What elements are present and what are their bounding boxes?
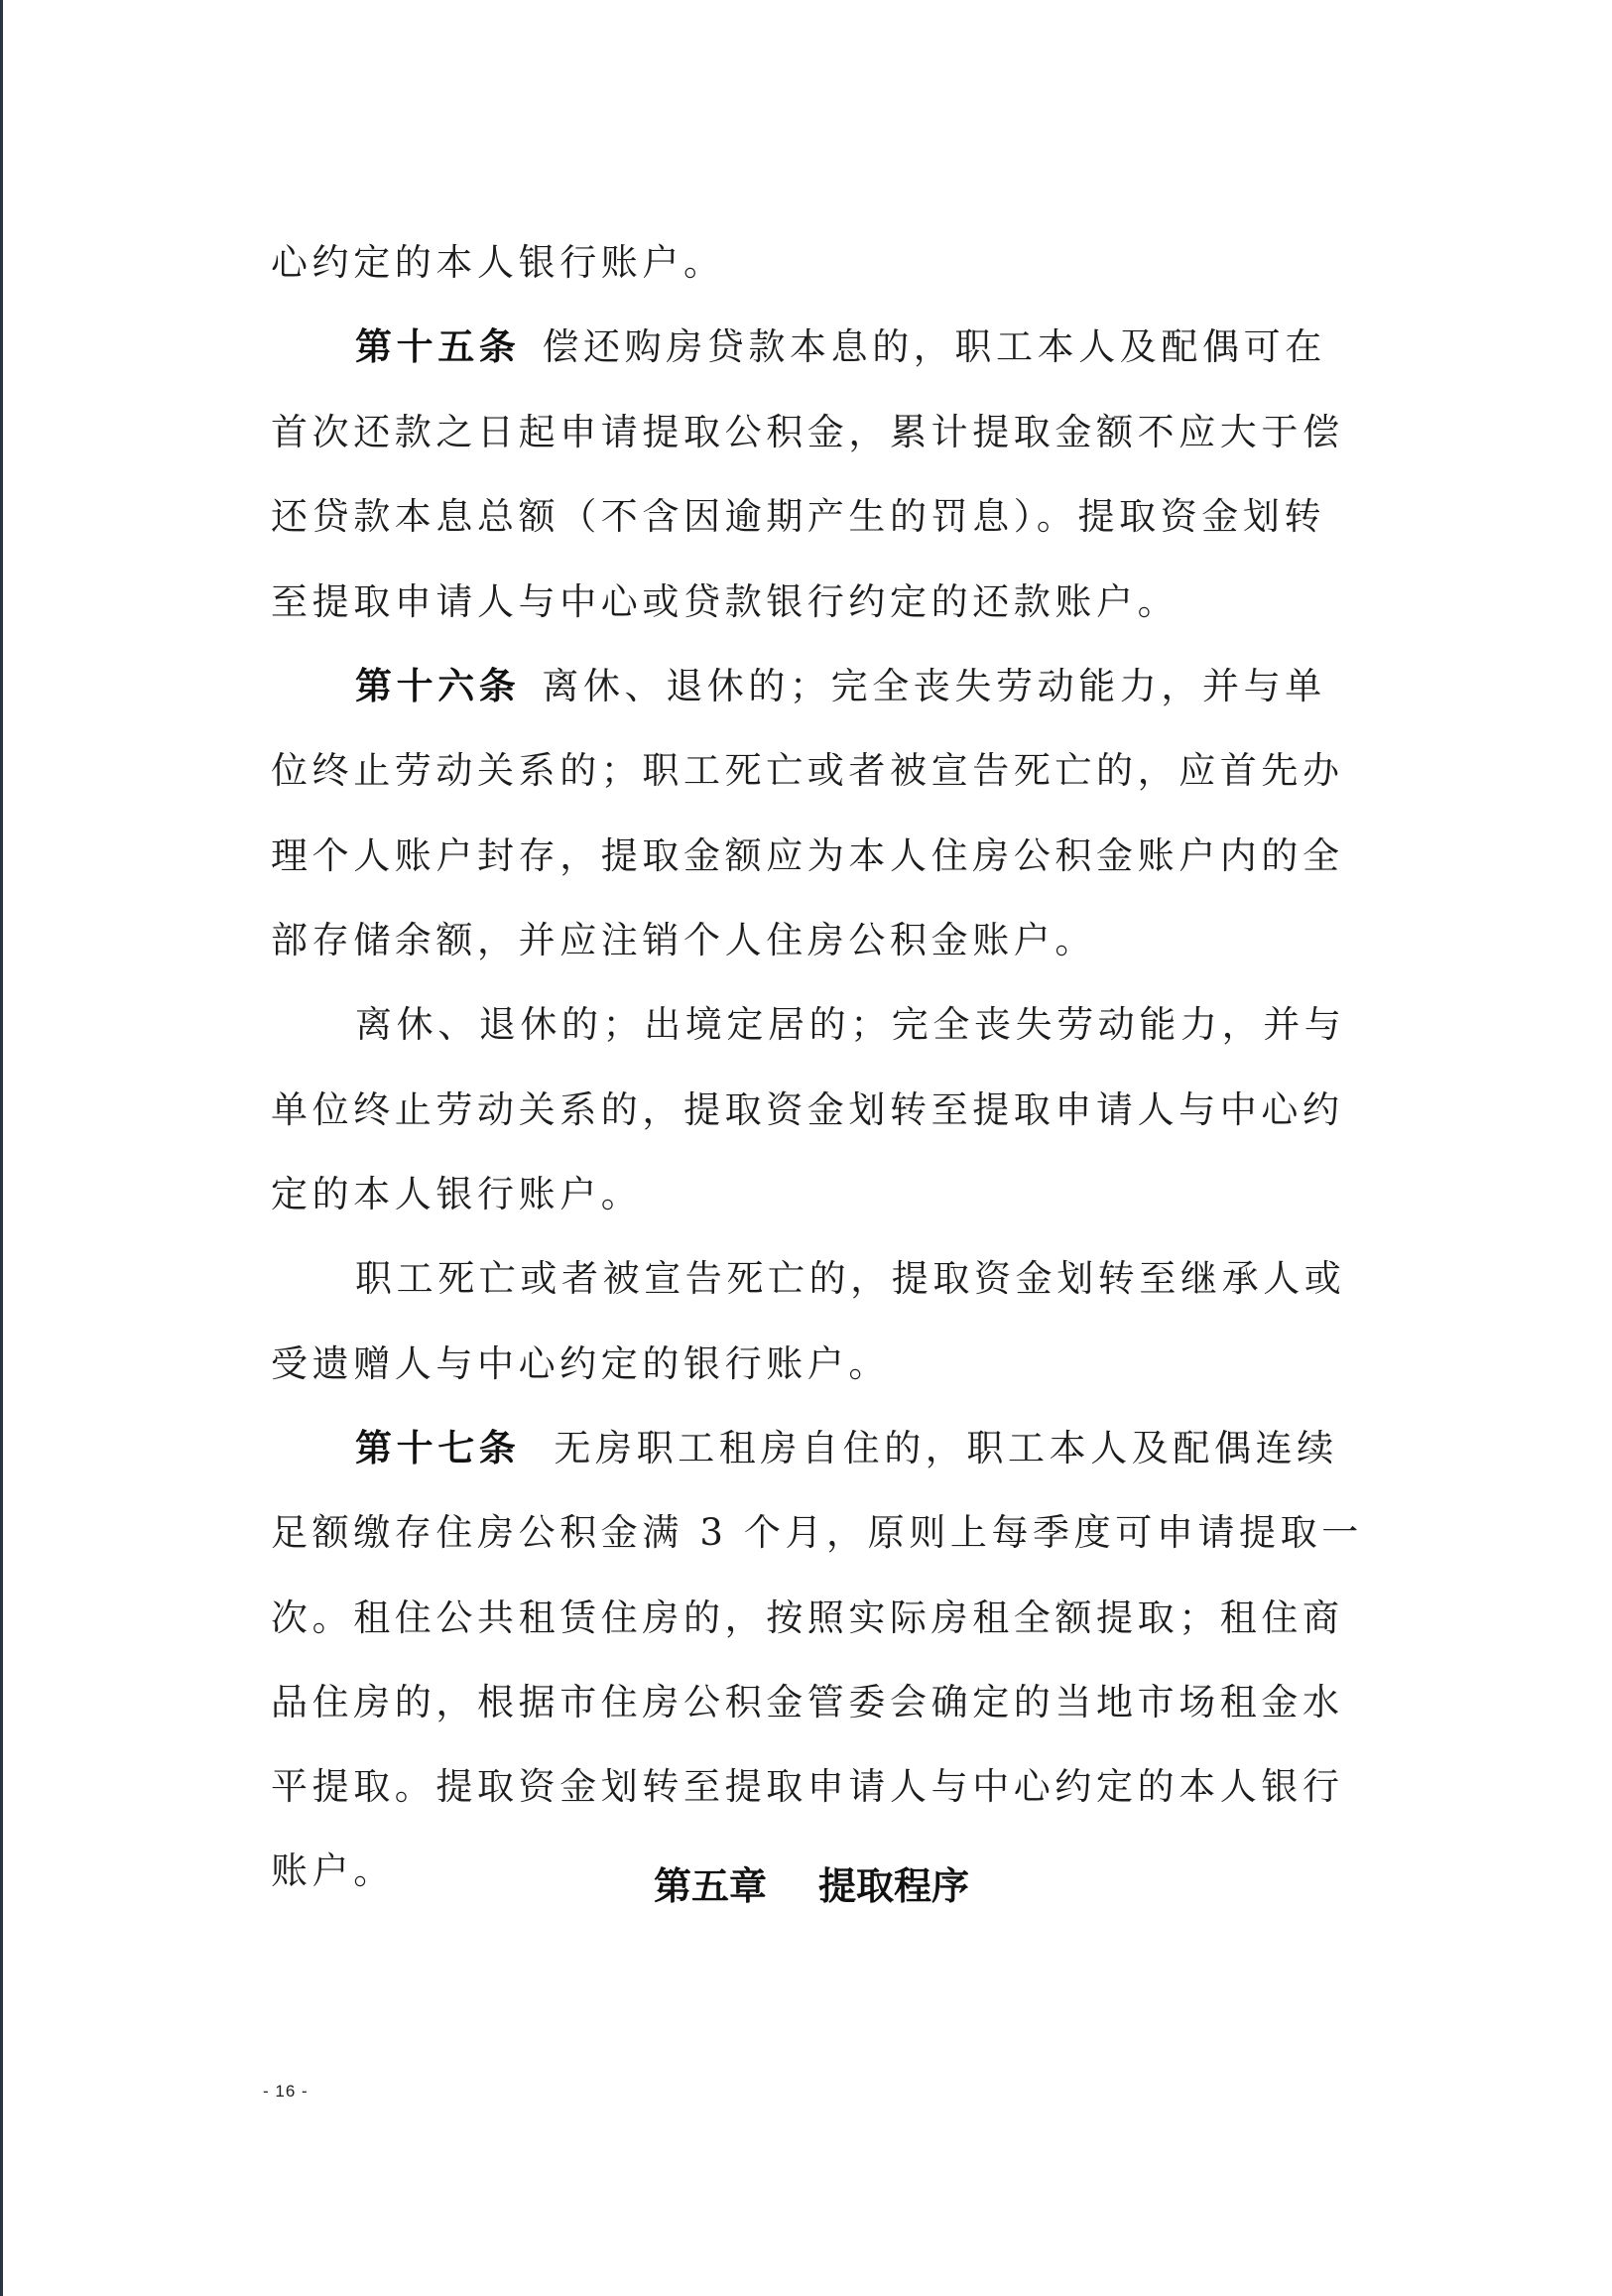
chapter-title: 提取程序	[818, 1864, 970, 1908]
paragraph-line	[355, 1254, 1446, 1304]
text-line	[271, 1085, 1362, 1135]
text-line	[271, 238, 1362, 288]
line-text: 偿还购房贷款本息的，职工本人及配偶可在	[542, 325, 1326, 368]
page-number: - 16 -	[263, 2082, 309, 2101]
line-text: 离休、退休的；完全丧失劳动能力，并与单	[542, 665, 1326, 707]
line-text: 受遗赠人与中心约定的银行账户。	[271, 1342, 890, 1385]
line-text: 职工死亡或者被宣告死亡的，提取资金划转至继承人或	[355, 1257, 1346, 1300]
text-line	[271, 831, 1362, 881]
text-line	[271, 408, 1362, 457]
line-text: 足额缴存住房公积金满 3 个月，原则上每季度可申请提取一	[271, 1511, 1363, 1554]
line-text: 账户。	[271, 1850, 395, 1892]
line-text: 无房职工租房自住的，职工本人及配偶连续	[554, 1427, 1338, 1469]
line-text: 还贷款本息总额（不含因逾期产生的罚息）。提取资金划转	[271, 495, 1326, 538]
text-line	[271, 916, 1362, 965]
line-text: 平提取。提取资金划转至提取申请人与中心约定的本人银行	[271, 1765, 1344, 1808]
article-16-line	[355, 662, 1446, 711]
text-line	[271, 1508, 1362, 1558]
text-line	[271, 1339, 1362, 1389]
line-text: 次。租住公共租赁住房的，按照实际房租全额提取；租住商	[271, 1596, 1344, 1639]
chapter-heading	[598, 1861, 1025, 1911]
text-line	[271, 492, 1362, 542]
text-line	[271, 1170, 1362, 1219]
line-text: 定的本人银行账户。	[271, 1173, 643, 1215]
line-text: 心约定的本人银行账户。	[271, 241, 725, 284]
text-line	[271, 1762, 1362, 1812]
line-text: 单位终止劳动关系的，提取资金划转至提取申请人与中心约	[271, 1088, 1344, 1131]
line-text: 部存储余额，并应注销个人住房公积金账户。	[271, 919, 1096, 961]
text-line	[271, 1594, 1362, 1643]
line-text: 品住房的，根据市住房公积金管委会确定的当地市场租金水	[271, 1681, 1344, 1723]
article-17-line	[355, 1424, 1446, 1473]
line-text: 至提取申请人与中心或贷款银行约定的还款账户。	[271, 580, 1179, 623]
line-text: 离休、退休的；出境定居的；完全丧失劳动能力，并与	[355, 1003, 1346, 1046]
article-number: 第十五条	[355, 325, 521, 368]
text-line	[271, 746, 1362, 796]
chapter-number: 第五章	[653, 1864, 767, 1908]
line-text: 位终止劳动关系的；职工死亡或者被宣告死亡的，应首先办	[271, 749, 1344, 792]
article-number: 第十七条	[355, 1427, 521, 1469]
paragraph-line	[355, 1000, 1446, 1050]
text-line	[271, 1678, 1362, 1727]
line-text: 首次还款之日起申请提取公积金，累计提取金额不应大于偿	[271, 411, 1344, 453]
article-number: 第十六条	[355, 665, 521, 707]
line-text: 理个人账户封存，提取金额应为本人住房公积金账户内的全	[271, 834, 1344, 877]
article-15-line	[355, 322, 1446, 372]
text-line	[271, 577, 1362, 627]
